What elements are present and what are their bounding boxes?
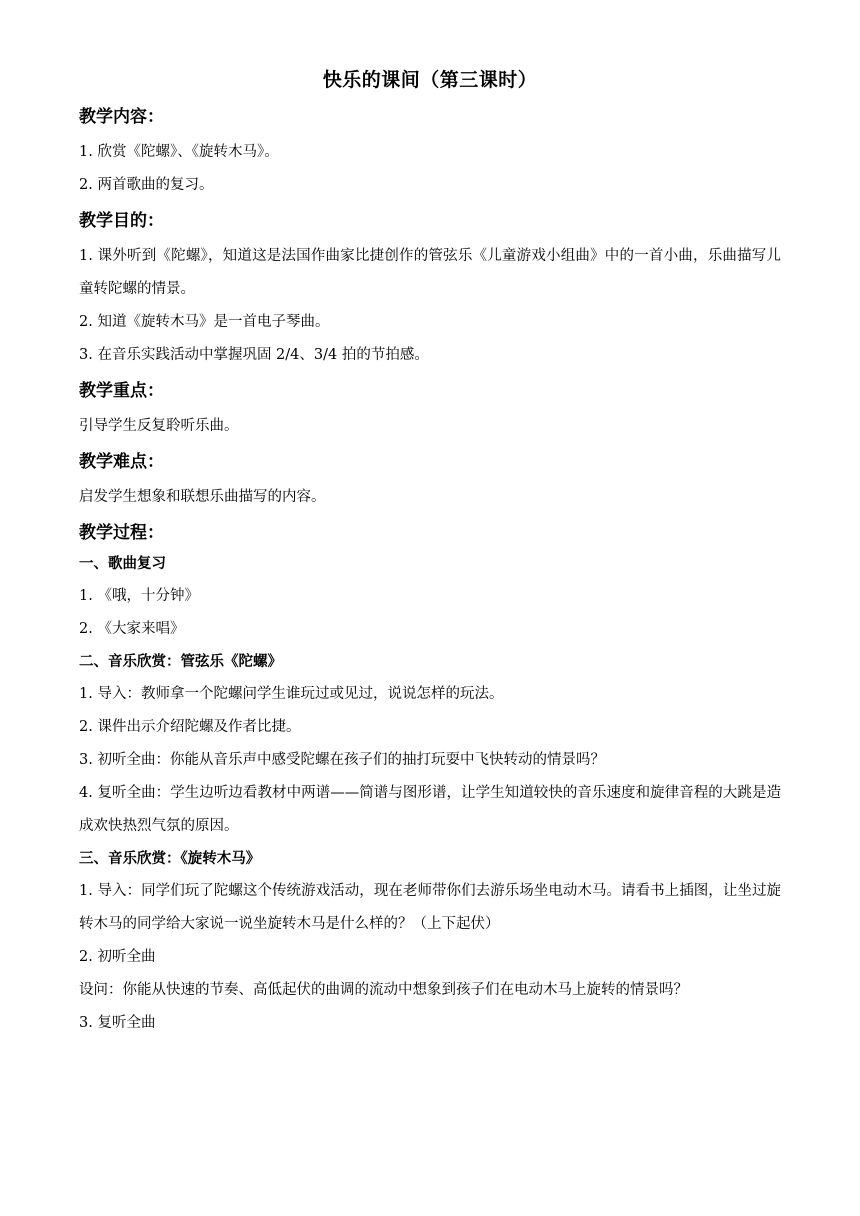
process-item: 2. 《大家来唱》: [79, 621, 185, 637]
process-part3-heading: 三、音乐欣赏：《旋转木马》: [79, 851, 261, 867]
process-item: 2. 课件出示介绍陀螺及作者比捷。: [79, 719, 301, 735]
process-question: 设问：你能从快速的节奏、高低起伏的曲调的流动中想象到孩子们在电动木马上旋转的情景吗？: [79, 982, 688, 998]
process-item: 1. 导入：同学们玩了陀螺这个传统游戏活动，现在老师带你们去游乐场坐电动木马。请看书上插图，让坐过旋转木马的同学给大家说一说坐旋转木马是什么样的？（上下起伏）: [79, 883, 781, 932]
process-item: 1. 《哦，十分钟》: [79, 588, 199, 604]
content-item: 1. 欣赏《陀螺》、《旋转木马》。: [79, 144, 279, 160]
process-item: 3. 复听全曲: [79, 1015, 156, 1031]
process-item: 3. 初听全曲：你能从音乐声中感受陀螺在孩子们的抽打玩耍中飞快转动的情景吗？: [79, 752, 605, 768]
focus-text: 引导学生反复聆听乐曲。: [79, 418, 239, 434]
section-heading-focus: 教学重点：: [79, 381, 164, 401]
process-part2-heading: 二、音乐欣赏：管弦乐《陀螺》: [79, 654, 282, 670]
difficulty-text: 启发学生想象和联想乐曲描写的内容。: [79, 489, 326, 505]
process-part1-heading: 一、歌曲复习: [79, 556, 166, 572]
document-title: 快乐的课间（第三课时）: [322, 69, 538, 91]
content-item: 2. 两首歌曲的复习。: [79, 177, 214, 193]
goal-item: 1. 课外听到《陀螺》，知道这是法国作曲家比捷创作的管弦乐《儿童游戏小组曲》中的一首小曲，乐曲描写儿童转陀螺的情景。: [79, 248, 781, 297]
process-item: 4. 复听全曲：学生边听边看教材中两谱——简谱与图形谱，让学生知道较快的音乐速度和旋律音程的大跳是造成欢快热烈气氛的原因。: [79, 785, 781, 834]
goal-item: 2. 知道《旋转木马》是一首电子琴曲。: [79, 314, 330, 330]
process-item: 2. 初听全曲: [79, 949, 156, 965]
process-item: 1. 导入：教师拿一个陀螺问学生谁玩过或见过，说说怎样的玩法。: [79, 686, 504, 702]
document-page: [79, 62, 781, 1040]
section-heading-difficulty: 教学难点：: [79, 452, 164, 472]
goal-item: 3. 在音乐实践活动中掌握巩固 2/4、3/4 拍的节拍感。: [79, 347, 429, 363]
section-heading-process: 教学过程：: [79, 523, 164, 543]
section-heading-goals: 教学目的：: [79, 211, 164, 231]
section-heading-content: 教学内容：: [79, 107, 164, 127]
